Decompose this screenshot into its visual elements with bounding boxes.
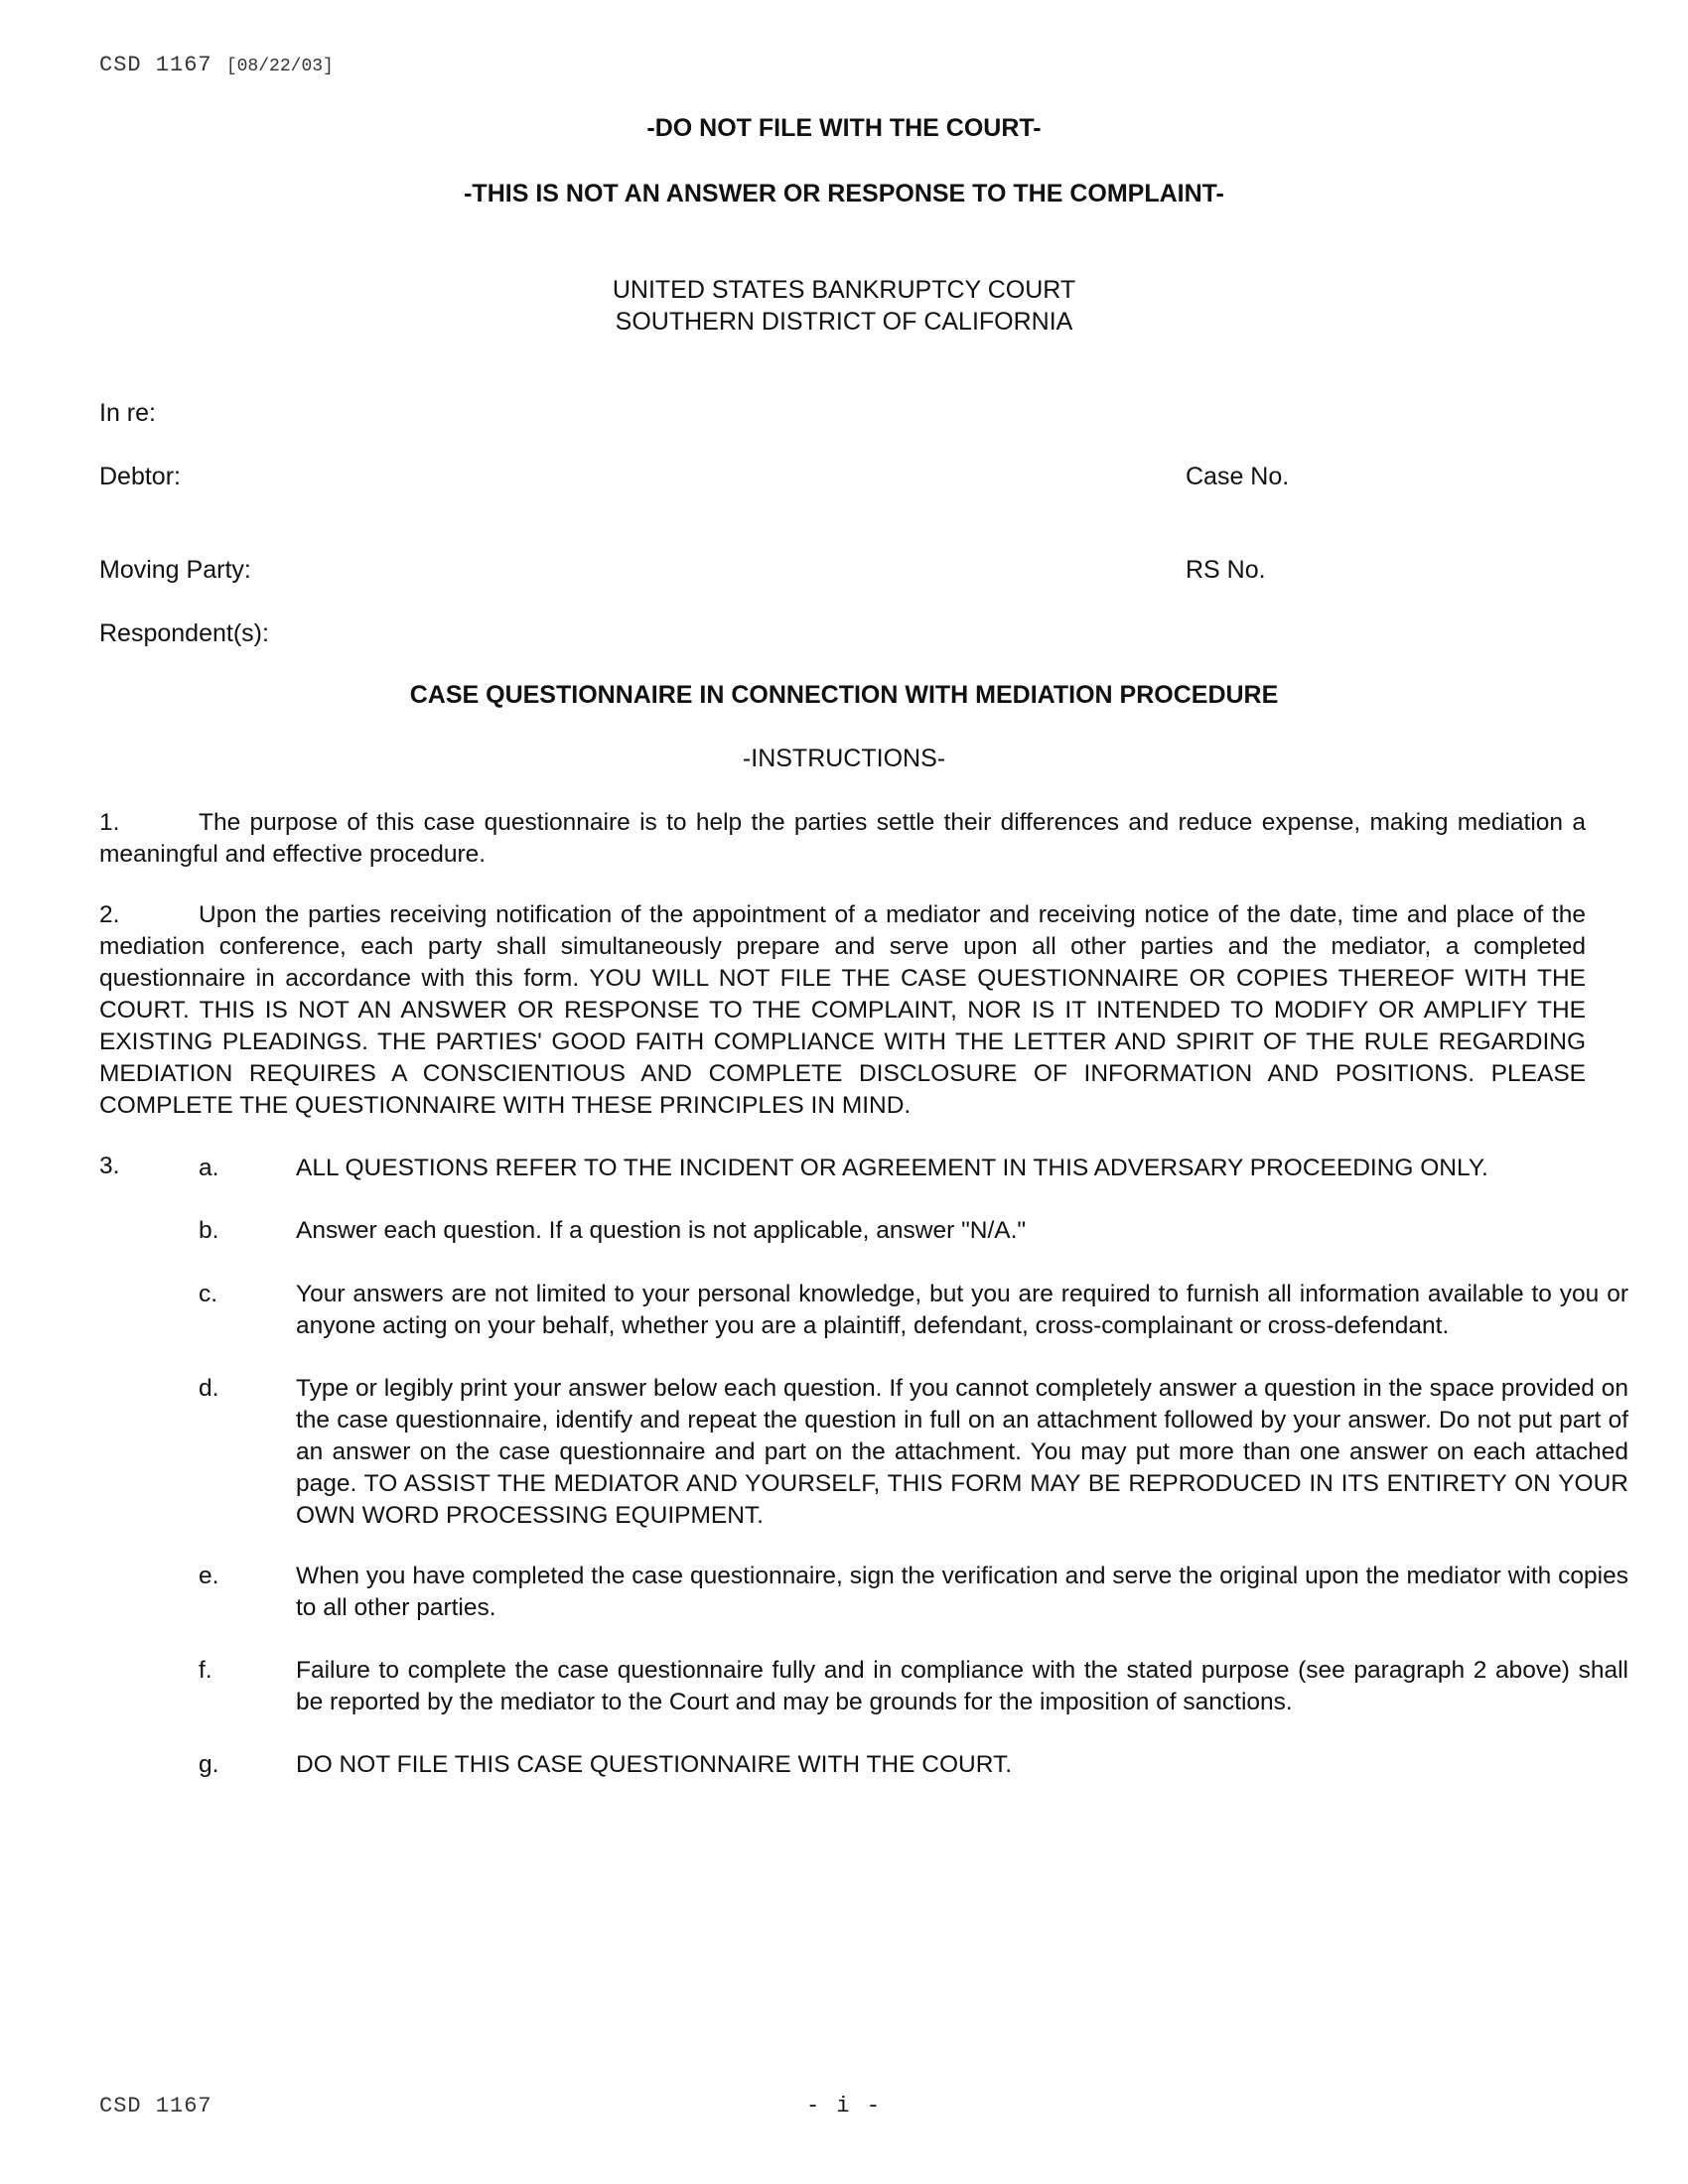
- list-item-e: [199, 1561, 1628, 1624]
- court-line-1: UNITED STATES BANKRUPTCY COURT: [612, 276, 1076, 304]
- court-name: [0, 274, 1688, 338]
- warning-do-not-file: -DO NOT FILE WITH THE COURT-: [646, 114, 1042, 142]
- item-letter: c.: [199, 1281, 218, 1307]
- rs-no-label: RS No.: [1186, 556, 1266, 584]
- form-code: CSD 1167: [99, 53, 212, 77]
- paragraph-text: The purpose of this case questionnaire is to help the parties settle their differences and reduce expense, making mediation a meaningful and effective procedure.: [99, 809, 1586, 868]
- item-letter: f.: [199, 1657, 212, 1684]
- respondents-label: Respondent(s):: [99, 619, 269, 647]
- list-item-d: [199, 1373, 1628, 1532]
- item-text: Answer each question. If a question is not applicable, answer "N/A.": [296, 1217, 1027, 1244]
- item-letter: g.: [199, 1751, 219, 1778]
- item-letter: e.: [199, 1563, 219, 1589]
- list-item-c: [199, 1279, 1628, 1342]
- case-no-label: Case No.: [1186, 463, 1290, 490]
- list-item-a: [199, 1153, 1628, 1184]
- list-item-b: [199, 1215, 1628, 1247]
- item-text: Failure to complete the case questionnaire fully and in compliance with the stated purpose (see paragraph 2 above) shall be reported by the mediator to the Court and may be grounds for the imposition of sanctions.: [296, 1657, 1628, 1715]
- item-text: When you have completed the case questionnaire, sign the verification and serve the original upon the mediator with copies to all other parties.: [296, 1563, 1628, 1621]
- paragraph-text: Upon the parties receiving notification of the appointment of a mediator and receiving notice of the date, time and place of the mediation conference, each party shall simultaneously prepare and serve upon all other parties and the mediator, a completed questionnaire in accordance with this form. YOU WILL NOT FILE THE CASE QUESTIONNAIRE OR COPIES THEREOF WITH THE COURT. THIS IS NOT AN ANSWER OR RESPONSE TO THE COMPLAINT, NOR IS IT INTENDED TO MODIFY OR AMPLIFY THE EXISTING PLEADINGS. THE PARTIES' GOOD FAITH COMPLIANCE WITH THE LETTER AND SPIRIT OF THE RULE REGARDING MEDIATION REQUIRES A CONSCIENTIOUS AND COMPLETE DISCLOSURE OF INFORMATION AND POSITIONS. PLEASE COMPLETE THE QUESTIONNAIRE WITH THESE PRINCIPLES IN MIND.: [99, 901, 1586, 1119]
- form-code-footer: CSD 1167: [99, 2094, 212, 2118]
- paragraph-1: [99, 807, 1586, 871]
- in-re-label: In re:: [99, 399, 156, 427]
- list-item-f: [199, 1655, 1628, 1718]
- paragraph-number: 1.: [99, 809, 120, 836]
- item-letter: b.: [199, 1217, 219, 1244]
- instructions-heading: -INSTRUCTIONS-: [742, 745, 946, 772]
- item-text: Your answers are not limited to your personal knowledge, but you are required to furnish all information available to you or anyone acting on your behalf, whether you are a plaintiff, defendant, cross-complainant or cross-defendant.: [296, 1281, 1628, 1339]
- item-text: ALL QUESTIONS REFER TO THE INCIDENT OR AGREEMENT IN THIS ADVERSARY PROCEEDING ONLY.: [296, 1155, 1488, 1181]
- list-item-g: [199, 1749, 1628, 1781]
- debtor-label: Debtor:: [99, 463, 181, 490]
- warning-not-answer: -THIS IS NOT AN ANSWER OR RESPONSE TO THE COMPLAINT-: [464, 180, 1224, 207]
- form-date: [08/22/03]: [225, 57, 334, 76]
- document-title: CASE QUESTIONNAIRE IN CONNECTION WITH MEDIATION PROCEDURE: [409, 681, 1279, 709]
- paragraph-2: [99, 899, 1586, 1122]
- form-code-header: [99, 53, 334, 77]
- court-line-2: SOUTHERN DISTRICT OF CALIFORNIA: [615, 308, 1073, 336]
- item-text: Type or legibly print your answer below each question. If you cannot completely answer a question in the space provided on the case questionnaire, identify and repeat the question in full on an attachment followed by your answer. Do not put part of an answer on the case questionnaire and part on the attachment. You may put more than one answer on each attached page. TO ASSIST THE MEDIATOR AND YOURSELF, THIS FORM MAY BE REPRODUCED IN ITS ENTIRETY ON YOUR OWN WORD PROCESSING EQUIPMENT.: [296, 1375, 1628, 1529]
- item-text: DO NOT FILE THIS CASE QUESTIONNAIRE WITH THE COURT.: [296, 1751, 1013, 1778]
- item-letter: a.: [199, 1155, 219, 1181]
- item-letter: d.: [199, 1375, 219, 1402]
- moving-party-label: Moving Party:: [99, 556, 251, 584]
- section-3-number: 3.: [99, 1153, 120, 1179]
- paragraph-number: 2.: [99, 901, 120, 928]
- page-number: - i -: [805, 2094, 882, 2118]
